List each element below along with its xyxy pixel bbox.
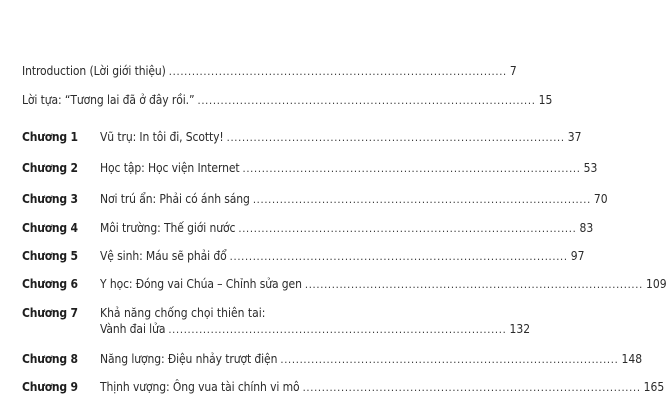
toc-entry-title: Năng lượng: Điệu nhảy trượt điện xyxy=(100,352,278,366)
toc-entry-chapter-9 xyxy=(100,380,665,395)
dot-leader: ........................................................................................ xyxy=(168,323,507,336)
toc-entry-page: 132 xyxy=(509,322,531,336)
dot-leader: ........................................................................................ xyxy=(168,65,507,78)
toc-entry-chapter-7 xyxy=(100,322,531,337)
toc-entry-chapter-4 xyxy=(100,221,594,236)
toc-entry-title: Vệ sinh: Máu sẽ phải đổ xyxy=(100,249,227,263)
toc-entry-page: 109 xyxy=(645,277,667,291)
chapter-label: Chương 6 xyxy=(22,277,78,291)
toc-entry-chapter-3 xyxy=(100,192,608,207)
toc-entry-preface xyxy=(22,93,553,108)
dot-leader: ........................................................................................ xyxy=(226,131,565,144)
chapter-label: Chương 5 xyxy=(22,249,78,263)
toc-entry-page: 70 xyxy=(593,192,608,206)
toc-entry-title: Vũ trụ: In tôi đi, Scotty! xyxy=(100,130,224,144)
toc-entry-page: 83 xyxy=(579,221,594,235)
toc-entry-page: 53 xyxy=(583,161,598,175)
toc-entry-chapter-5 xyxy=(100,249,585,264)
toc-entry-page: 15 xyxy=(538,93,553,107)
toc-entry-title: Y học: Đóng vai Chúa – Chỉnh sửa gen xyxy=(100,277,302,291)
toc-entry-page: 165 xyxy=(643,380,665,394)
chapter-label: Chương 9 xyxy=(22,380,78,394)
chapter-label: Chương 4 xyxy=(22,221,78,235)
dot-leader: ........................................................................................ xyxy=(252,193,591,206)
toc-entry-page: 148 xyxy=(621,352,643,366)
dot-leader: ........................................................................................ xyxy=(238,222,577,235)
dot-leader: ........................................................................................ xyxy=(197,94,536,107)
toc-entry-title-line1: Khả năng chống chọi thiên tai: xyxy=(100,306,266,320)
dot-leader: ........................................................................................ xyxy=(229,250,568,263)
toc-entry-page: 97 xyxy=(570,249,585,263)
dot-leader: ........................................................................................ xyxy=(302,381,641,394)
dot-leader: ........................................................................................ xyxy=(304,278,643,291)
toc-entry-title: Môi trường: Thế giới nước xyxy=(100,221,236,235)
chapter-label: Chương 1 xyxy=(22,130,78,144)
toc-entry-title: Introduction (Lời giới thiệu) xyxy=(22,64,166,78)
toc-entry-page: 7 xyxy=(509,64,517,78)
toc-entry-title: Lời tựa: “Tương lai đã ở đây rồi.” xyxy=(22,93,195,107)
chapter-label: Chương 8 xyxy=(22,352,78,366)
chapter-label: Chương 3 xyxy=(22,192,78,206)
chapter-label: Chương 2 xyxy=(22,161,78,175)
toc-entry-chapter-8 xyxy=(100,352,643,367)
toc-entry-chapter-2 xyxy=(100,161,598,176)
toc-entry-page: 37 xyxy=(567,130,582,144)
toc-entry-introduction xyxy=(22,64,517,79)
toc-entry-title: Thịnh vượng: Ông vua tài chính vi mô xyxy=(100,380,300,394)
toc-entry-chapter-6 xyxy=(100,277,667,292)
toc-entry-chapter-1 xyxy=(100,130,582,145)
toc-entry-title: Vành đai lửa xyxy=(100,322,166,336)
toc-entry-title: Học tập: Học viện Internet xyxy=(100,161,240,175)
toc-entry-title: Nơi trú ẩn: Phải có ánh sáng xyxy=(100,192,250,206)
dot-leader: ........................................................................................ xyxy=(280,353,619,366)
dot-leader: ........................................................................................ xyxy=(242,162,581,175)
chapter-label: Chương 7 xyxy=(22,306,78,320)
